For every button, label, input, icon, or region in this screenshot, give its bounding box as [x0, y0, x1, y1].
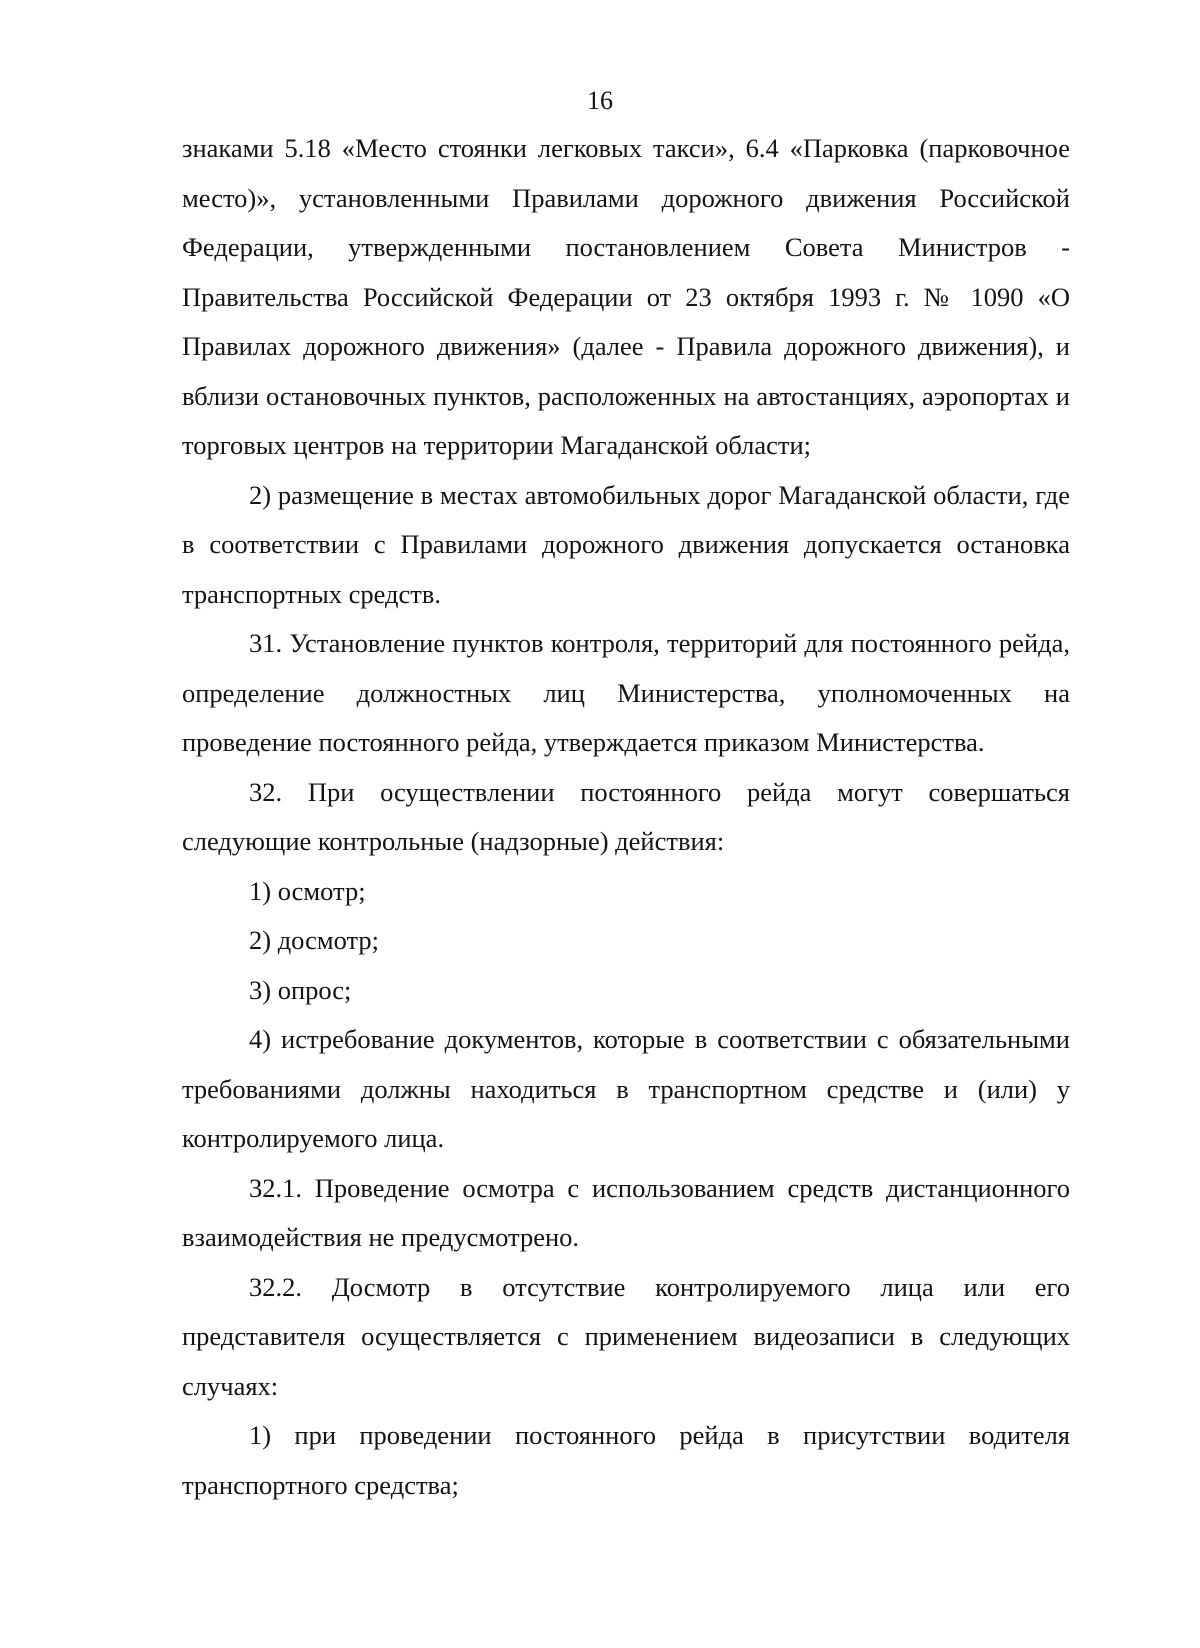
paragraph-3: 31. Установление пунктов контроля, территорий для постоянного рейда, определение должностных лиц Министерства, уполномоченных на проведение постоянного рейда, утверждается приказом Министерства. — [182, 628, 1070, 757]
list-item-survey: 3) опрос; — [249, 974, 352, 1005]
page-number: 16 — [587, 86, 613, 115]
list-item-inspection: 1) осмотр; — [249, 875, 366, 906]
list-item-driver-presence: 1) при проведении постоянного рейда в присутствии водителя транспортного средства; — [182, 1420, 1070, 1500]
paragraph-32-1: 32.1. Проведение осмотра с использованием средств дистанционного взаимодействия не предусмотрено. — [182, 1172, 1070, 1252]
document-body — [182, 124, 1070, 1510]
list-item-document-request: 4) истребование документов, которые в соответствии с обязательными требованиями должны находиться в транспортном средстве и (или) у контролируемого лица. — [182, 1024, 1070, 1153]
paragraph-1: знаками 5.18 «Место стоянки легковых такси», 6.4 «Парковка (парковочное место)», установленными Правилами дорожного движения Российской Федерации, утвержденными постановлением Совета Министров - Правительства Российской Федерации от 23 октября 1993 г. № 1090 «О Правилах дорожного движения» (далее - Правила дорожного движения), и вблизи остановочных пунктов, расположенных на автостанциях, аэропортах и торговых центров на территории Магаданской области; — [182, 133, 1070, 460]
paragraph-32-2: 32.2. Досмотр в отсутствие контролируемого лица или его представителя осуществляется с применением видеозаписи в следующих случаях: — [182, 1271, 1070, 1401]
paragraph-2: 2) размещение в местах автомобильных дорог Магаданской области, где в соответствии с Правилами дорожного движения допускается остановка транспортных средств. — [182, 479, 1070, 609]
list-item-examination: 2) досмотр; — [249, 925, 380, 955]
paragraph-4: 32. При осуществлении постоянного рейда могут совершаться следующие контрольные (надзорные) действия: — [182, 776, 1070, 856]
